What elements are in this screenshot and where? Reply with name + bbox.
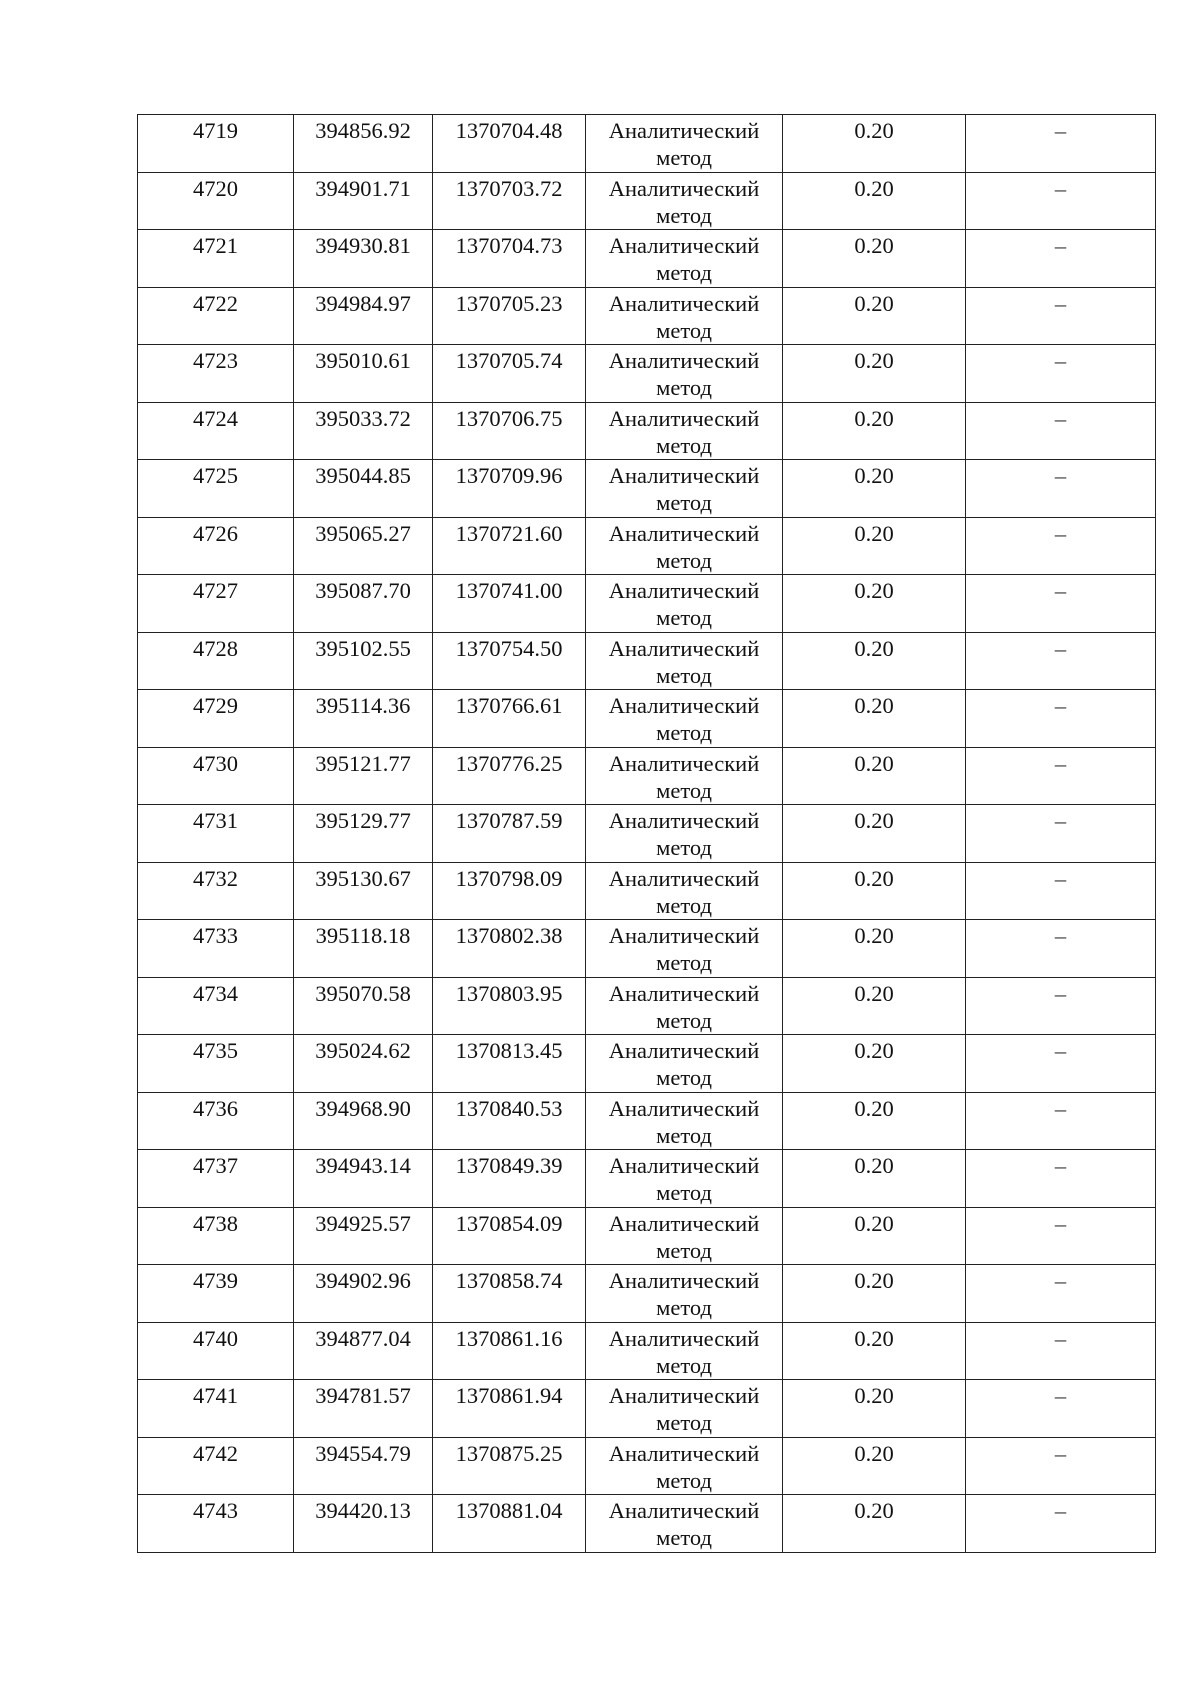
x-coordinate-cell: 395130.67 — [294, 862, 433, 920]
x-coordinate-cell: 395070.58 — [294, 977, 433, 1035]
note-cell: – — [966, 402, 1156, 460]
method-cell: Аналитический метод — [586, 1322, 783, 1380]
y-coordinate-cell: 1370776.25 — [433, 747, 586, 805]
table-row — [138, 1150, 1156, 1208]
y-coordinate-cell: 1370861.16 — [433, 1322, 586, 1380]
point-number-cell: 4722 — [138, 287, 294, 345]
method-cell: Аналитический метод — [586, 575, 783, 633]
method-cell: Аналитический метод — [586, 690, 783, 748]
table-row — [138, 230, 1156, 288]
method-cell: Аналитический метод — [586, 805, 783, 863]
accuracy-cell: 0.20 — [783, 747, 966, 805]
note-cell: – — [966, 1380, 1156, 1438]
point-number-cell: 4740 — [138, 1322, 294, 1380]
x-coordinate-cell: 394925.57 — [294, 1207, 433, 1265]
method-cell: Аналитический метод — [586, 1207, 783, 1265]
table-row — [138, 287, 1156, 345]
note-cell: – — [966, 1265, 1156, 1323]
y-coordinate-cell: 1370861.94 — [433, 1380, 586, 1438]
table-row — [138, 1380, 1156, 1438]
table-row — [138, 345, 1156, 403]
accuracy-cell: 0.20 — [783, 977, 966, 1035]
point-number-cell: 4743 — [138, 1495, 294, 1553]
table-row — [138, 517, 1156, 575]
point-number-cell: 4721 — [138, 230, 294, 288]
accuracy-cell: 0.20 — [783, 1092, 966, 1150]
method-cell: Аналитический метод — [586, 402, 783, 460]
accuracy-cell: 0.20 — [783, 230, 966, 288]
y-coordinate-cell: 1370802.38 — [433, 920, 586, 978]
accuracy-cell: 0.20 — [783, 517, 966, 575]
accuracy-cell: 0.20 — [783, 115, 966, 173]
y-coordinate-cell: 1370705.74 — [433, 345, 586, 403]
y-coordinate-cell: 1370704.48 — [433, 115, 586, 173]
accuracy-cell: 0.20 — [783, 920, 966, 978]
accuracy-cell: 0.20 — [783, 1207, 966, 1265]
method-cell: Аналитический метод — [586, 1035, 783, 1093]
method-cell: Аналитический метод — [586, 1150, 783, 1208]
x-coordinate-cell: 394856.92 — [294, 115, 433, 173]
method-cell: Аналитический метод — [586, 632, 783, 690]
y-coordinate-cell: 1370741.00 — [433, 575, 586, 633]
x-coordinate-cell: 394968.90 — [294, 1092, 433, 1150]
accuracy-cell: 0.20 — [783, 575, 966, 633]
method-cell: Аналитический метод — [586, 517, 783, 575]
method-cell: Аналитический метод — [586, 920, 783, 978]
y-coordinate-cell: 1370705.23 — [433, 287, 586, 345]
table-row — [138, 1437, 1156, 1495]
point-number-cell: 4736 — [138, 1092, 294, 1150]
method-cell: Аналитический метод — [586, 115, 783, 173]
x-coordinate-cell: 395121.77 — [294, 747, 433, 805]
note-cell: – — [966, 230, 1156, 288]
point-number-cell: 4729 — [138, 690, 294, 748]
point-number-cell: 4738 — [138, 1207, 294, 1265]
table-row — [138, 747, 1156, 805]
point-number-cell: 4733 — [138, 920, 294, 978]
y-coordinate-cell: 1370706.75 — [433, 402, 586, 460]
method-cell: Аналитический метод — [586, 1380, 783, 1438]
note-cell: – — [966, 862, 1156, 920]
y-coordinate-cell: 1370881.04 — [433, 1495, 586, 1553]
note-cell: – — [966, 747, 1156, 805]
method-cell: Аналитический метод — [586, 977, 783, 1035]
x-coordinate-cell: 395129.77 — [294, 805, 433, 863]
table-row — [138, 172, 1156, 230]
y-coordinate-cell: 1370858.74 — [433, 1265, 586, 1323]
y-coordinate-cell: 1370803.95 — [433, 977, 586, 1035]
note-cell: – — [966, 1207, 1156, 1265]
x-coordinate-cell: 394930.81 — [294, 230, 433, 288]
point-number-cell: 4731 — [138, 805, 294, 863]
note-cell: – — [966, 460, 1156, 518]
point-number-cell: 4730 — [138, 747, 294, 805]
note-cell: – — [966, 690, 1156, 748]
accuracy-cell: 0.20 — [783, 862, 966, 920]
table-row — [138, 977, 1156, 1035]
note-cell: – — [966, 115, 1156, 173]
point-number-cell: 4734 — [138, 977, 294, 1035]
point-number-cell: 4727 — [138, 575, 294, 633]
x-coordinate-cell: 395010.61 — [294, 345, 433, 403]
accuracy-cell: 0.20 — [783, 1265, 966, 1323]
method-cell: Аналитический метод — [586, 1437, 783, 1495]
x-coordinate-cell: 395102.55 — [294, 632, 433, 690]
point-number-cell: 4739 — [138, 1265, 294, 1323]
point-number-cell: 4726 — [138, 517, 294, 575]
y-coordinate-cell: 1370721.60 — [433, 517, 586, 575]
note-cell: – — [966, 805, 1156, 863]
note-cell: – — [966, 345, 1156, 403]
y-coordinate-cell: 1370813.45 — [433, 1035, 586, 1093]
accuracy-cell: 0.20 — [783, 1150, 966, 1208]
note-cell: – — [966, 1322, 1156, 1380]
method-cell: Аналитический метод — [586, 1092, 783, 1150]
y-coordinate-cell: 1370709.96 — [433, 460, 586, 518]
table-row — [138, 805, 1156, 863]
note-cell: – — [966, 1437, 1156, 1495]
table-row — [138, 1495, 1156, 1553]
table-row — [138, 1035, 1156, 1093]
point-number-cell: 4737 — [138, 1150, 294, 1208]
table-row — [138, 115, 1156, 173]
y-coordinate-cell: 1370798.09 — [433, 862, 586, 920]
method-cell: Аналитический метод — [586, 345, 783, 403]
x-coordinate-cell: 395087.70 — [294, 575, 433, 633]
note-cell: – — [966, 287, 1156, 345]
method-cell: Аналитический метод — [586, 1495, 783, 1553]
table-row — [138, 460, 1156, 518]
point-number-cell: 4742 — [138, 1437, 294, 1495]
y-coordinate-cell: 1370703.72 — [433, 172, 586, 230]
table-row — [138, 1265, 1156, 1323]
point-number-cell: 4725 — [138, 460, 294, 518]
y-coordinate-cell: 1370875.25 — [433, 1437, 586, 1495]
note-cell: – — [966, 172, 1156, 230]
x-coordinate-cell: 395033.72 — [294, 402, 433, 460]
method-cell: Аналитический метод — [586, 747, 783, 805]
accuracy-cell: 0.20 — [783, 287, 966, 345]
point-number-cell: 4732 — [138, 862, 294, 920]
x-coordinate-cell: 394943.14 — [294, 1150, 433, 1208]
table-row — [138, 862, 1156, 920]
note-cell: – — [966, 920, 1156, 978]
note-cell: – — [966, 632, 1156, 690]
method-cell: Аналитический метод — [586, 287, 783, 345]
accuracy-cell: 0.20 — [783, 402, 966, 460]
table-row — [138, 920, 1156, 978]
x-coordinate-cell: 394902.96 — [294, 1265, 433, 1323]
x-coordinate-cell: 394984.97 — [294, 287, 433, 345]
point-number-cell: 4735 — [138, 1035, 294, 1093]
x-coordinate-cell: 395114.36 — [294, 690, 433, 748]
x-coordinate-cell: 395044.85 — [294, 460, 433, 518]
table-row — [138, 1207, 1156, 1265]
y-coordinate-cell: 1370849.39 — [433, 1150, 586, 1208]
coordinates-table — [137, 114, 1156, 1553]
y-coordinate-cell: 1370766.61 — [433, 690, 586, 748]
x-coordinate-cell: 394901.71 — [294, 172, 433, 230]
x-coordinate-cell: 394877.04 — [294, 1322, 433, 1380]
table-row — [138, 1322, 1156, 1380]
accuracy-cell: 0.20 — [783, 345, 966, 403]
accuracy-cell: 0.20 — [783, 690, 966, 748]
accuracy-cell: 0.20 — [783, 1035, 966, 1093]
accuracy-cell: 0.20 — [783, 1437, 966, 1495]
method-cell: Аналитический метод — [586, 172, 783, 230]
x-coordinate-cell: 394420.13 — [294, 1495, 433, 1553]
accuracy-cell: 0.20 — [783, 1322, 966, 1380]
x-coordinate-cell: 395065.27 — [294, 517, 433, 575]
accuracy-cell: 0.20 — [783, 172, 966, 230]
x-coordinate-cell: 394554.79 — [294, 1437, 433, 1495]
point-number-cell: 4741 — [138, 1380, 294, 1438]
note-cell: – — [966, 1150, 1156, 1208]
point-number-cell: 4720 — [138, 172, 294, 230]
note-cell: – — [966, 517, 1156, 575]
x-coordinate-cell: 394781.57 — [294, 1380, 433, 1438]
note-cell: – — [966, 1092, 1156, 1150]
x-coordinate-cell: 395118.18 — [294, 920, 433, 978]
x-coordinate-cell: 395024.62 — [294, 1035, 433, 1093]
table-row — [138, 402, 1156, 460]
method-cell: Аналитический метод — [586, 862, 783, 920]
y-coordinate-cell: 1370854.09 — [433, 1207, 586, 1265]
note-cell: – — [966, 1035, 1156, 1093]
table-row — [138, 690, 1156, 748]
point-number-cell: 4724 — [138, 402, 294, 460]
table-row — [138, 1092, 1156, 1150]
accuracy-cell: 0.20 — [783, 1380, 966, 1438]
y-coordinate-cell: 1370840.53 — [433, 1092, 586, 1150]
point-number-cell: 4723 — [138, 345, 294, 403]
point-number-cell: 4719 — [138, 115, 294, 173]
note-cell: – — [966, 1495, 1156, 1553]
accuracy-cell: 0.20 — [783, 805, 966, 863]
table-row — [138, 575, 1156, 633]
accuracy-cell: 0.20 — [783, 1495, 966, 1553]
method-cell: Аналитический метод — [586, 230, 783, 288]
note-cell: – — [966, 575, 1156, 633]
accuracy-cell: 0.20 — [783, 460, 966, 518]
point-number-cell: 4728 — [138, 632, 294, 690]
note-cell: – — [966, 977, 1156, 1035]
table-row — [138, 632, 1156, 690]
method-cell: Аналитический метод — [586, 1265, 783, 1323]
y-coordinate-cell: 1370704.73 — [433, 230, 586, 288]
coordinates-table-body — [138, 115, 1156, 1553]
method-cell: Аналитический метод — [586, 460, 783, 518]
y-coordinate-cell: 1370787.59 — [433, 805, 586, 863]
accuracy-cell: 0.20 — [783, 632, 966, 690]
y-coordinate-cell: 1370754.50 — [433, 632, 586, 690]
